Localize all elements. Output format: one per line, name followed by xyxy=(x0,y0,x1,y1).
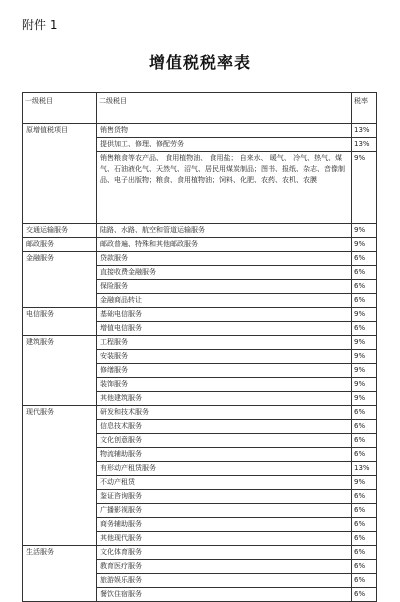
appendix-label: 附件 1 xyxy=(22,18,58,32)
subitem-cell: 旅游娱乐服务 xyxy=(97,574,352,588)
table-row xyxy=(23,224,377,238)
rate-cell: 6% xyxy=(352,266,377,280)
rate-cell: 6% xyxy=(352,280,377,294)
category-cell: 邮政服务 xyxy=(23,238,97,252)
subitem-cell: 教育医疗服务 xyxy=(97,560,352,574)
rate-cell: 6% xyxy=(352,588,377,602)
rate-cell: 6% xyxy=(352,490,377,504)
rate-cell: 6% xyxy=(352,420,377,434)
subitem-cell: 保险服务 xyxy=(97,280,352,294)
rate-cell: 9% xyxy=(352,378,377,392)
subitem-cell: 信息技术服务 xyxy=(97,420,352,434)
category-cell: 金融服务 xyxy=(23,252,97,308)
category-cell: 电信服务 xyxy=(23,308,97,336)
category-cell: 交通运输服务 xyxy=(23,224,97,238)
rate-cell: 6% xyxy=(352,504,377,518)
subitem-cell: 陆路、水路、航空和管道运输服务 xyxy=(97,224,352,238)
category-cell: 原增值税项目 xyxy=(23,124,97,224)
subitem-cell: 基础电信服务 xyxy=(97,308,352,322)
rate-cell: 6% xyxy=(352,546,377,560)
rate-cell: 6% xyxy=(352,294,377,308)
rate-cell: 9% xyxy=(352,224,377,238)
subitem-cell: 邮政普遍、特殊和其他邮政服务 xyxy=(97,238,352,252)
subitem-cell: 商务辅助服务 xyxy=(97,518,352,532)
table-row xyxy=(23,336,377,350)
table-row xyxy=(23,124,377,138)
rate-cell: 9% xyxy=(352,336,377,350)
rate-cell: 6% xyxy=(352,448,377,462)
rate-cell: 6% xyxy=(352,560,377,574)
rate-cell: 6% xyxy=(352,574,377,588)
rate-cell: 6% xyxy=(352,406,377,420)
rate-cell: 6% xyxy=(352,532,377,546)
header-rate: 税率 xyxy=(352,93,377,124)
subitem-cell: 其他建筑服务 xyxy=(97,392,352,406)
table-header-row xyxy=(23,93,377,124)
subitem-cell: 装饰服务 xyxy=(97,378,352,392)
subitem-cell: 提供加工、修理、修配劳务 xyxy=(97,138,352,152)
subitem-cell: 金融商品转让 xyxy=(97,294,352,308)
subitem-cell: 有形动产租赁服务 xyxy=(97,462,352,476)
category-cell: 生活服务 xyxy=(23,546,97,602)
rate-cell: 6% xyxy=(352,518,377,532)
category-cell: 建筑服务 xyxy=(23,336,97,406)
rate-cell: 9% xyxy=(352,364,377,378)
subitem-cell: 工程服务 xyxy=(97,336,352,350)
table-row xyxy=(23,308,377,322)
table-row xyxy=(23,252,377,266)
subitem-cell: 增值电信服务 xyxy=(97,322,352,336)
table-row xyxy=(23,238,377,252)
rate-cell: 6% xyxy=(352,434,377,448)
rate-cell: 13% xyxy=(352,138,377,152)
document-title: 增值税税率表 xyxy=(148,53,251,72)
rate-cell: 9% xyxy=(352,152,377,224)
subitem-cell: 修缮服务 xyxy=(97,364,352,378)
category-cell: 现代服务 xyxy=(23,406,97,546)
subitem-cell: 文化创意服务 xyxy=(97,434,352,448)
header-level1: 一级税目 xyxy=(23,93,97,124)
rate-cell: 6% xyxy=(352,322,377,336)
subitem-cell: 其他现代服务 xyxy=(97,532,352,546)
tax-rate-table xyxy=(22,92,377,602)
subitem-cell: 销售粮食等农产品、 食用植物油、 食用盐； 自来水、 暖气、 冷气、热气、煤气、石油液化气、天然气、沼气、居民用煤炭制品；图书、报纸、杂志、音像制品、电子出版物；粮食、食用植物油；饲料、化肥、农药、农机、农膜 xyxy=(97,152,352,224)
header-level2: 二级税目 xyxy=(97,93,352,124)
subitem-cell: 直接收费金融服务 xyxy=(97,266,352,280)
rate-cell: 9% xyxy=(352,476,377,490)
subitem-cell: 广播影视服务 xyxy=(97,504,352,518)
subitem-cell: 销售货物 xyxy=(97,124,352,138)
rate-cell: 13% xyxy=(352,462,377,476)
subitem-cell: 餐饮住宿服务 xyxy=(97,588,352,602)
subitem-cell: 研发和技术服务 xyxy=(97,406,352,420)
subitem-cell: 不动产租赁 xyxy=(97,476,352,490)
rate-cell: 9% xyxy=(352,392,377,406)
rate-cell: 9% xyxy=(352,238,377,252)
subitem-cell: 鉴证咨询服务 xyxy=(97,490,352,504)
rate-cell: 9% xyxy=(352,308,377,322)
subitem-cell: 文化体育服务 xyxy=(97,546,352,560)
rate-cell: 13% xyxy=(352,124,377,138)
subitem-cell: 安装服务 xyxy=(97,350,352,364)
rate-cell: 6% xyxy=(352,252,377,266)
rate-cell: 9% xyxy=(352,350,377,364)
table-row xyxy=(23,406,377,420)
subitem-cell: 物流辅助服务 xyxy=(97,448,352,462)
table-row xyxy=(23,546,377,560)
subitem-cell: 贷款服务 xyxy=(97,252,352,266)
